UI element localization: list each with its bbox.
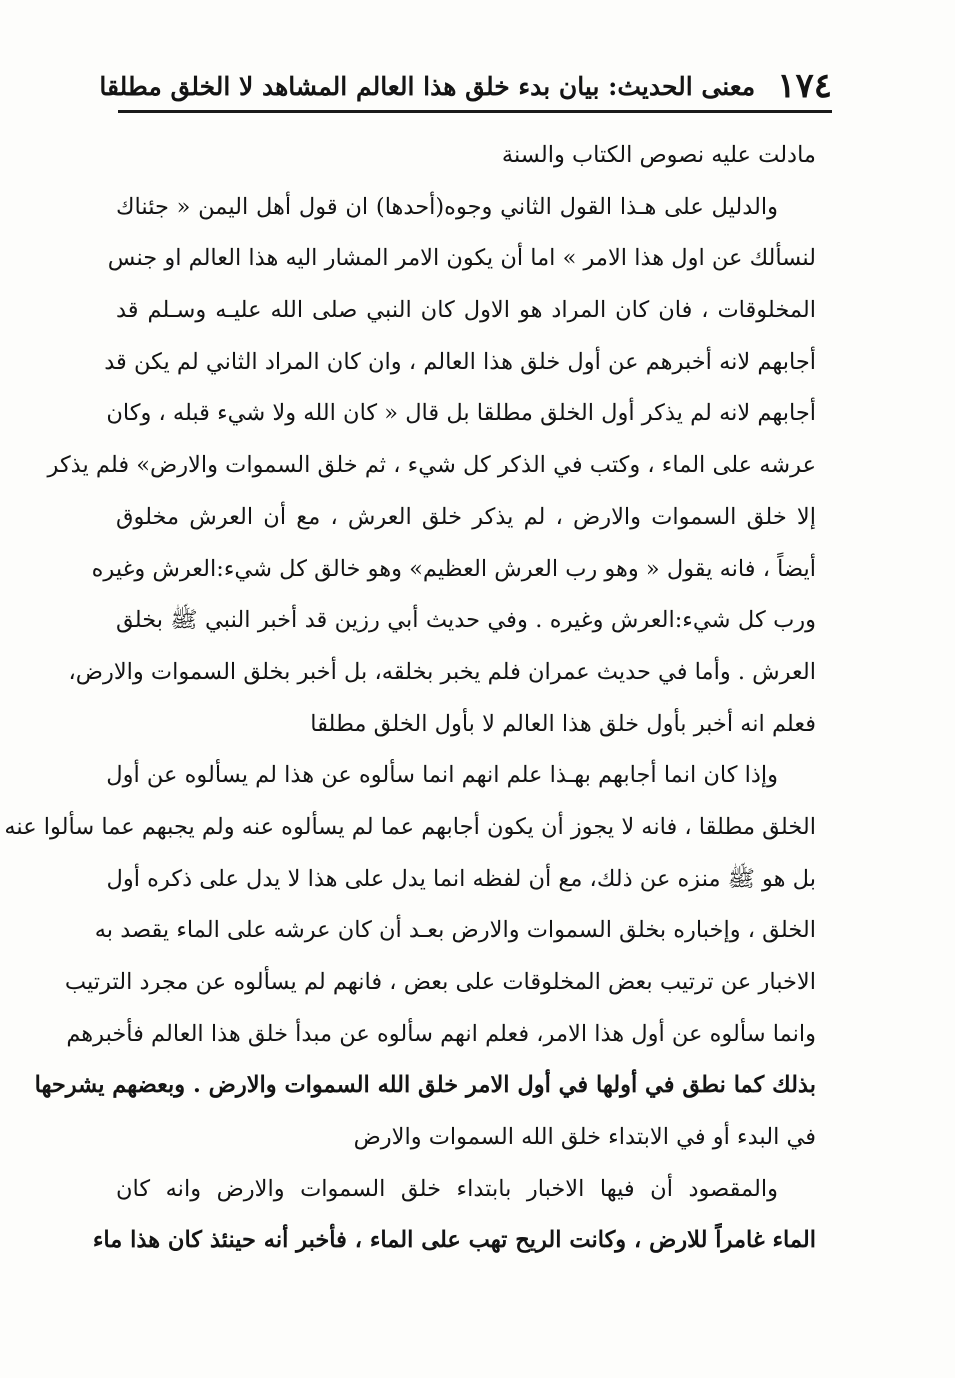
text-line: أيضاً ، فانه يقول « وهو رب العرش العظيم» وهو خالق كل شيء:العرش وغيره xyxy=(91,555,816,582)
running-title: معنى الحديث: بيان بدء خلق هذا العالم المشاهد لا الخلق مطلقا xyxy=(99,72,756,101)
text-line: مادلت عليه نصوص الكتاب والسنة xyxy=(501,142,816,168)
header-rule xyxy=(118,110,832,113)
page-header xyxy=(99,62,832,106)
text-line: عرشه على الماء ، وكتب في الذكر كل شيء ، ثم خلق السموات والارض» فلم يذكر xyxy=(47,452,816,479)
text-line: المخلوقات ، فان كان المراد هو الاول كان النبي صلى الله عليـه وسـلم قد xyxy=(116,297,816,324)
text-line: لنسألك عن اول هذا الامر » اما أن يكون الامر المشار اليه هذا العالم او جنس xyxy=(107,245,816,272)
text-line: الماء غامراً للارض ، وكانت الريح تهب على الماء ، فأخبر أنه حينئذ كان هذا ماء xyxy=(92,1227,816,1254)
text-line: وإذا كان انما أجابهم بهـذا علم انهم انما سألوه عن هذا لم يسألوه عن أول xyxy=(106,762,778,789)
text-line: والدليل على هـذا القول الثاني وجوه(أحدها) ان قول أهل اليمن « جئناك xyxy=(116,193,778,220)
text-line: إلا خلق السموات والارض ، لم يذكر خلق العرش ، مع أن العرش مخلوق xyxy=(116,503,816,530)
body-text xyxy=(4,130,816,1267)
text-line: ورب كل شيء:العرش وغيره . وفي حديث أبي رزين قد أخبر النبي ﷺ بخلق xyxy=(116,607,816,634)
text-line: فعلم انه أخبر بأول خلق هذا العالم لا بأول الخلق مطلقا xyxy=(310,710,816,737)
text-line: بذلك كما نطق في أولها في أول الامر خلق الله السموات والارض . وبعضهم يشرحها xyxy=(34,1072,816,1099)
text-line: في البدء أو في الابتداء خلق الله السموات والارض xyxy=(353,1124,816,1151)
text-line: وانما سألوه عن أول هذا الامر، فعلم انهم سألوه عن مبدأ خلق هذا العالم فأخبرهم xyxy=(66,1020,816,1047)
text-line: الاخبار عن ترتيب بعض المخلوقات على بعض ، فانهم لم يسألوه عن مجرد الترتيب xyxy=(64,969,816,995)
text-line: الخلق مطلقا ، فانه لا يجوز أن يكون أجابهم عما لم يسألوه عنه ولم يجبهم عما سألوا عنه xyxy=(4,813,816,840)
text-line: العرش . وأما في حديث عمران فلم يخبر بخلقه، بل أخبر بخلق السموات والارض، xyxy=(68,658,816,685)
text-line: بل هو ﷺ منزه عن ذلك، مع أن لفظه انما يدل على هذا لا يدل على ذكره أول xyxy=(106,865,816,892)
text-line: والمقصود أن فيها الاخبار بابتداء خلق السموات والارض وانه كان xyxy=(116,1175,778,1202)
text-line: الخلق ، وإخباره بخلق السموات والارض بعـد أن كان عرشه على الماء يقصد به xyxy=(94,917,816,944)
text-line: أجابهم لانه لم يذكر أول الخلق مطلقا بل قال « كان الله ولا شيء قبله ، وكان xyxy=(106,400,816,427)
text-line: أجابهم لانه أخبرهم عن أول خلق هذا العالم ، وان كان المراد الثاني لم يكن قد xyxy=(104,348,816,375)
page-number: ١٧٤ xyxy=(777,66,832,106)
